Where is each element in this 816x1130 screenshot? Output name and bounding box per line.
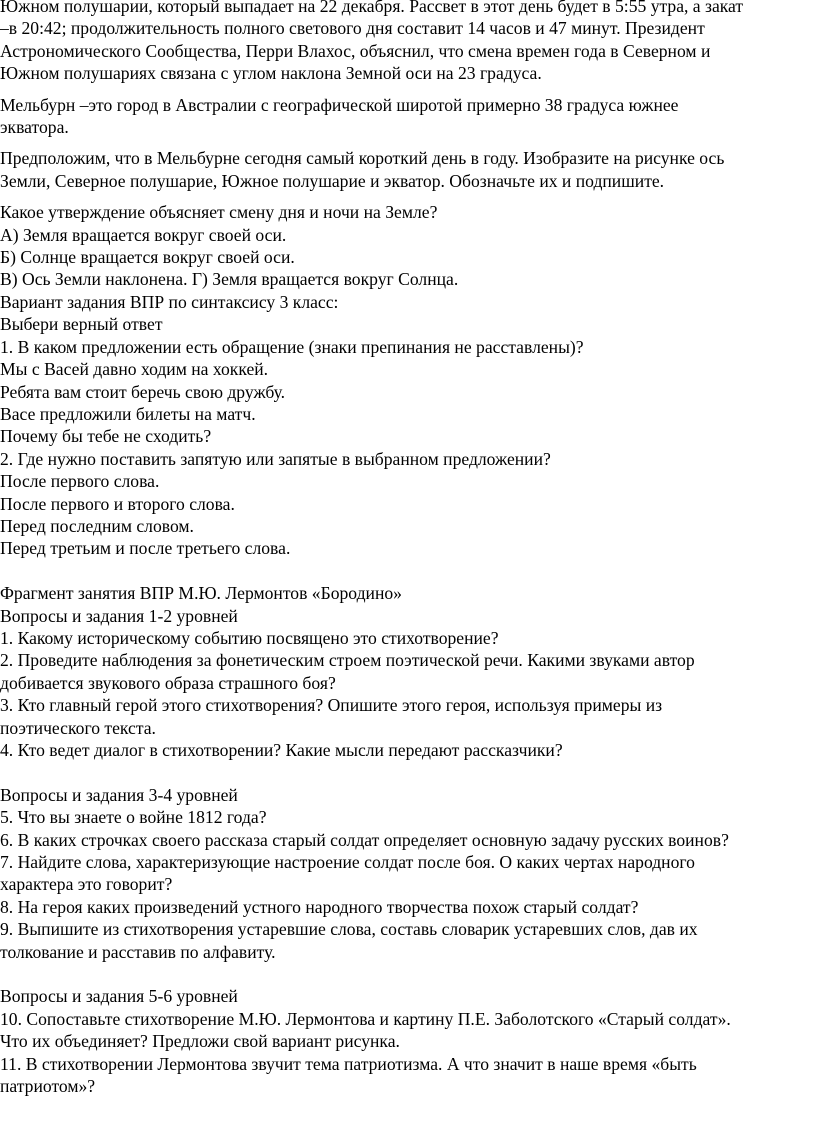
question: 10. Сопоставьте стихотворение М.Ю. Лермонтова и картину П.Е. Заболотского «Старый солдат». <box>0 1008 731 1029</box>
blank-line <box>0 761 816 783</box>
text-line: Предположим, что в Мельбурне сегодня самый короткий день в году. Изобразите на рисунке ось <box>0 148 725 169</box>
text-line: Южном полушарии, который выпадает на 22 декабря. Рассвет в этот день будет в 5:55 утра, а закат <box>0 0 744 16</box>
answer-option: После первого слова. <box>0 471 160 492</box>
section-heading: Фрагмент занятия ВПР М.Ю. Лермонтов «Бородино» <box>0 583 402 604</box>
question: 5. Что вы знаете о войне 1812 года? <box>0 807 267 828</box>
question-continuation: поэтического текста. <box>0 717 156 738</box>
text-line: –в 20:42; продолжительность полного светового дня составит 14 часов и 47 минут. Президент <box>0 18 705 39</box>
section-heading: Вариант задания ВПР по синтаксису 3 класс: <box>0 291 339 312</box>
question-continuation: характера это говорит? <box>0 874 173 895</box>
answer-option: После первого и второго слова. <box>0 493 235 514</box>
question-continuation: патриотом»? <box>0 1076 96 1097</box>
answer-option: Васе предложили билеты на матч. <box>0 403 256 424</box>
question-continuation: добивается звукового образа страшного боя? <box>0 672 336 693</box>
block-quiz-syntax <box>0 201 816 560</box>
block-borodino-levels-5-6 <box>0 985 816 1097</box>
question: 3. Кто главный герой этого стихотворения? Опишите этого героя, используя примеры из <box>0 695 663 716</box>
text-line: Южном полушариях связана с углом наклона Земной оси на 23 градуса. <box>0 63 542 84</box>
paragraph-melbourne <box>0 94 816 139</box>
answer-option: А) Земля вращается вокруг своей оси. <box>0 224 287 245</box>
blank-line <box>0 560 816 582</box>
answer-option: Б) Солнце вращается вокруг своей оси. <box>0 247 295 268</box>
question: 6. В каких строчках своего рассказа старый солдат определяет основную задачу русских воинов? <box>0 829 729 850</box>
question-continuation: толкование и расставив по алфавиту. <box>0 941 276 962</box>
question-heading: Какое утверждение объясняет смену дня и ночи на Земле? <box>0 202 438 223</box>
question: 2. Где нужно поставить запятую или запятые в выбранном предложении? <box>0 448 551 469</box>
subsection-heading: Вопросы и задания 5-6 уровней <box>0 986 238 1007</box>
answer-option: Перед последним словом. <box>0 515 194 536</box>
instruction: Выбери верный ответ <box>0 314 163 335</box>
paragraph-seasons <box>0 0 816 85</box>
answer-option: Почему бы тебе не сходить? <box>0 426 212 447</box>
question-continuation: Что их объединяет? Предложи свой вариант рисунка. <box>0 1031 400 1052</box>
block-borodino-levels-3-4 <box>0 784 816 963</box>
blank-line <box>0 963 816 985</box>
subsection-heading: Вопросы и задания 3-4 уровней <box>0 784 238 805</box>
answer-option: В) Ось Земли наклонена. Г) Земля вращается вокруг Солнца. <box>0 269 459 290</box>
text-line: Мельбурн –это город в Австралии с географической широтой примерно 38 градуса южнее <box>0 94 679 115</box>
text-line: Земли, Северное полушарие, Южное полушарие и экватор. Обозначьте их и подпишите. <box>0 170 665 191</box>
paragraph-task <box>0 147 816 192</box>
question: 7. Найдите слова, характеризующие настроение солдат после боя. О каких чертах народного <box>0 852 695 872</box>
answer-option: Перед третьим и после третьего слова. <box>0 538 291 559</box>
question: 1. В каком предложении есть обращение (знаки препинания не расставлены)? <box>0 336 584 357</box>
answer-option: Мы с Васей давно ходим на хоккей. <box>0 359 269 380</box>
answer-option: Ребята вам стоит беречь свою дружбу. <box>0 381 286 402</box>
question: 1. Какому историческому событию посвящено это стихотворение? <box>0 627 499 648</box>
block-borodino-levels-1-2 <box>0 582 816 761</box>
text-line: экватора. <box>0 117 69 138</box>
question: 11. В стихотворении Лермонтова звучит тема патриотизма. А что значит в наше время «быть <box>0 1053 697 1074</box>
question: 4. Кто ведет диалог в стихотворении? Какие мысли передают рассказчики? <box>0 739 563 760</box>
question: 2. Проведите наблюдения за фонетическим строем поэтической речи. Какими звуками автор <box>0 650 695 671</box>
text-line: Астрономического Сообщества, Перри Влахос, объяснил, что смена времен года в Северном и <box>0 40 711 61</box>
question: 8. На героя каких произведений устного народного творчества похож старый солдат? <box>0 896 639 917</box>
question: 9. Выпишите из стихотворения устаревшие слова, составь словарик устаревших слов, дав их <box>0 919 698 940</box>
subsection-heading: Вопросы и задания 1-2 уровней <box>0 605 238 626</box>
